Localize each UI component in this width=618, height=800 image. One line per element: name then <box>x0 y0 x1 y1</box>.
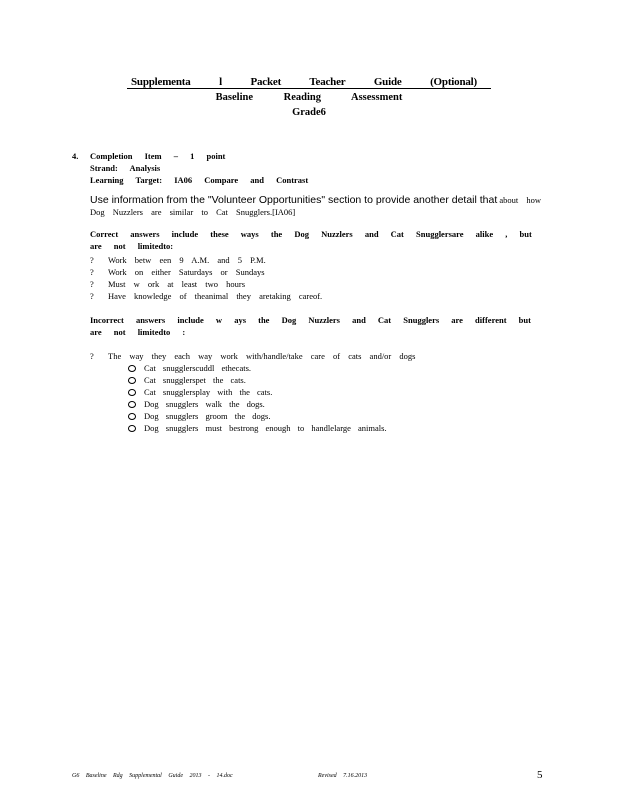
page-number: 5 <box>537 769 543 781</box>
incorrect-answers-heading: Incorrect answers include w ays the Dog Nuzzlers and Cat Snugglers are different but are not limitedto : <box>90 315 531 337</box>
question-rest: about how Dog Nuzzlers are similar to Cat Snugglers.[IA06] <box>90 195 542 217</box>
bullet-marker: ? <box>90 351 94 361</box>
item-learning-target: Learning Target: IA06 Compare and Contrast <box>90 175 309 185</box>
circle-bullet-icon <box>128 389 136 396</box>
list-item: ? Have knowledge of theanimal they aretaking careof. <box>90 291 323 301</box>
correct-answers-list <box>90 254 542 302</box>
list-item: ? Work on either Saturdays or Sundays <box>90 267 265 277</box>
circle-bullet-icon <box>128 401 136 408</box>
page-footer <box>72 773 368 779</box>
item-strand: Strand: Analysis <box>90 163 161 173</box>
list-item: Cat snugglersplay with the cats. <box>128 386 542 398</box>
question-prompt <box>90 194 542 218</box>
footer-document-name: G6 Baseline Rdg Supplemental Guide 2013 - 14.doc <box>72 773 233 779</box>
guide-title-text: Supplementa l Packet Teacher Guide (Optional) <box>127 76 491 89</box>
question-lead: Use information from the "Volunteer Opportunities" section to provide another detail that <box>90 194 498 206</box>
list-item: Cat snugglerspet the cats. <box>128 374 542 386</box>
correct-answers-heading: Correct answers include these ways the Dog Nuzzlers and Cat Snugglersare alike , but are not limitedto: <box>90 229 532 251</box>
item-title: Completion Item – 1 point <box>90 151 226 161</box>
item-header <box>72 150 542 186</box>
bullet-marker: ? <box>90 255 94 265</box>
list-item: Dog snugglers walk the dogs. <box>128 398 542 410</box>
assessment-title: Baseline Reading Assessment <box>215 92 403 103</box>
incorrect-sub-list <box>128 362 542 434</box>
bullet-marker: ? <box>90 279 94 289</box>
item-section <box>72 150 542 434</box>
circle-bullet-icon <box>128 365 136 372</box>
list-item: ? Must w ork at least two hours <box>90 279 246 289</box>
list-item: Dog snugglers must bestrong enough to handlelarge animals. <box>128 422 542 434</box>
circle-bullet-icon <box>128 377 136 384</box>
incorrect-answers-list <box>90 350 542 362</box>
footer-revised-date: Revised 7.16.2013 <box>318 773 368 779</box>
item-number: 4. <box>72 151 79 161</box>
list-item: Cat snugglerscuddl ethecats. <box>128 362 542 374</box>
guide-title <box>0 76 618 88</box>
circle-bullet-icon <box>128 413 136 420</box>
list-item: ? Work betw een 9 A.M. and 5 P.M. <box>90 255 266 265</box>
circle-bullet-icon <box>128 425 136 432</box>
bullet-marker: ? <box>90 291 94 301</box>
bullet-marker: ? <box>90 267 94 277</box>
list-item: Dog snugglers groom the dogs. <box>128 410 542 422</box>
list-item: ? The way they each way work with/handle/take care of cats and/or dogs <box>90 351 416 361</box>
grade-label: Grade6 <box>292 107 326 118</box>
